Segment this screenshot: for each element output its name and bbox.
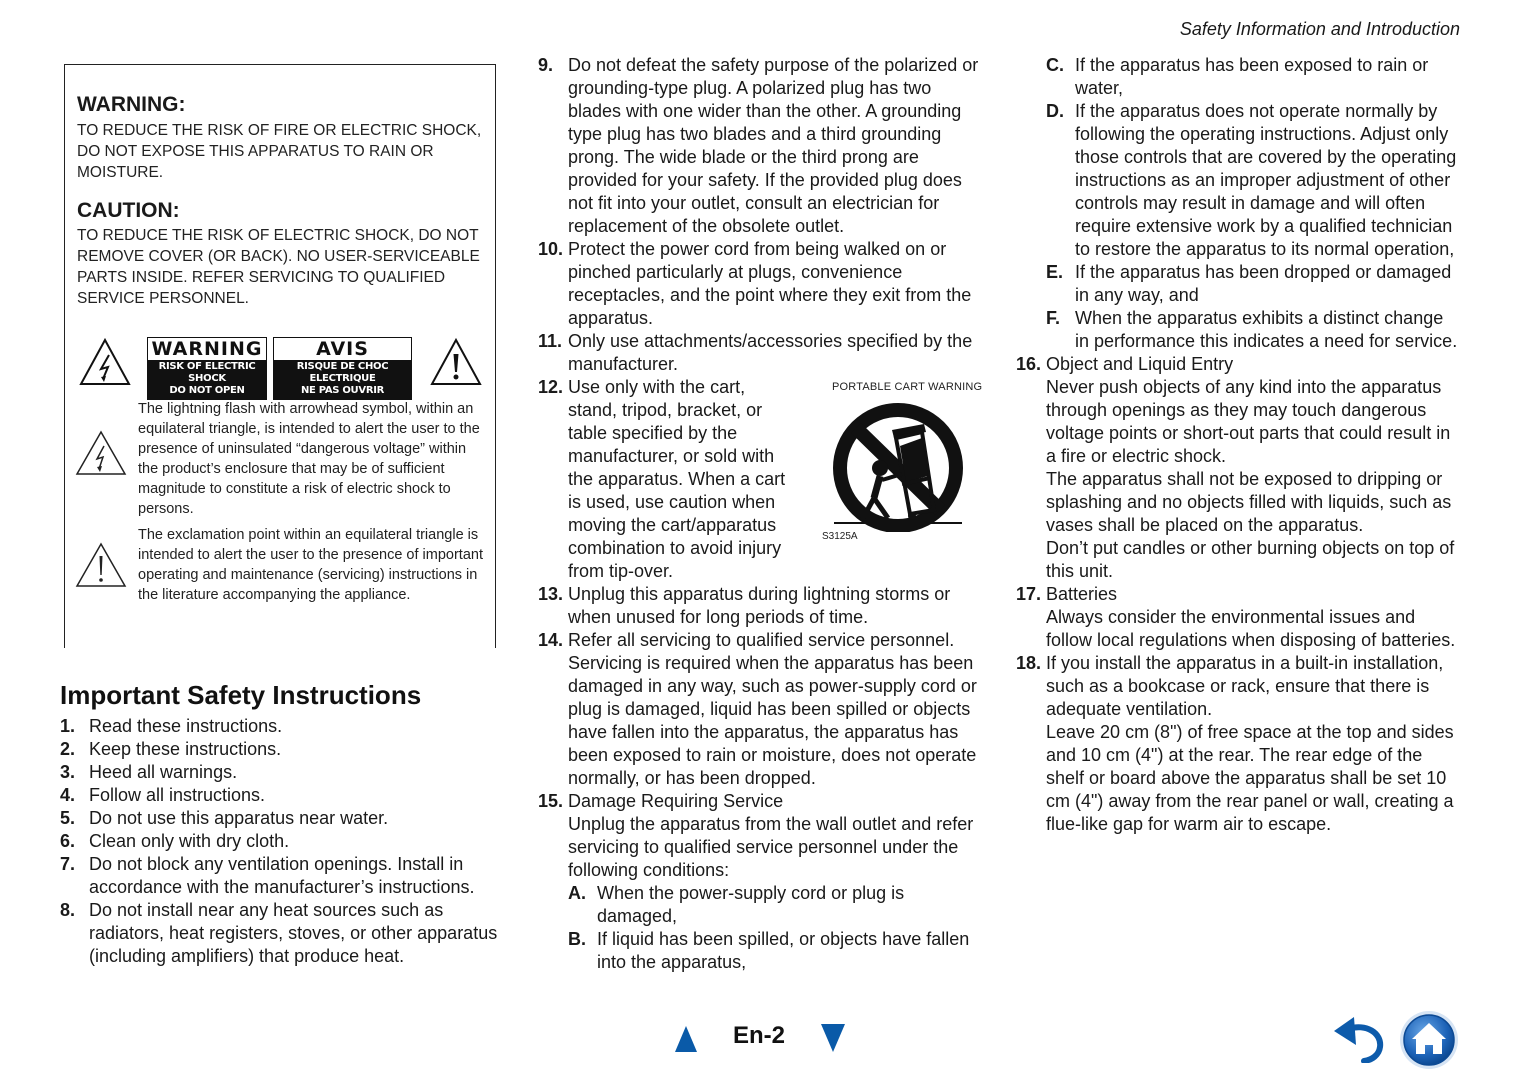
list-item: [538, 54, 983, 238]
item-number: 16.: [1016, 354, 1042, 374]
avis-label-line1: RISQUE DE CHOC ELECTRIQUE: [296, 361, 389, 384]
sub-item: [568, 928, 983, 974]
item-text: Do not use this apparatus near water.: [89, 808, 389, 828]
list-item: [60, 899, 500, 968]
sub-item-letter: F.: [1046, 308, 1061, 328]
lightning-triangle-icon: [79, 337, 131, 387]
item-number: 17.: [1016, 584, 1042, 604]
item-number: 14.: [538, 630, 564, 650]
item-text: Clean only with dry cloth.: [89, 831, 290, 851]
list-item: [1016, 583, 1461, 652]
item-text: Do not defeat the safety purpose of the polarized or grounding-type plug. A polarized plug has two blades with one wider than the other. A grounding type plug has two blades and a third grounding prong. The wide blade or the third prong are provided for your safety. If the provided plug does not fit into your outlet, consult an electrician for replacement of the obsolete outlet.: [568, 55, 979, 236]
item-number: 13.: [538, 584, 564, 604]
list-item: [538, 790, 983, 974]
list-item: [538, 629, 983, 790]
item-text: Damage Requiring Service: [568, 791, 784, 811]
item-number: 9.: [538, 55, 554, 75]
exclamation-triangle-icon: [430, 337, 482, 387]
item-text: Batteries: [1046, 584, 1118, 604]
instructions-list-col3: [1016, 54, 1461, 836]
sub-item: [1046, 261, 1461, 307]
item-number: 6.: [60, 831, 76, 851]
item-text: Do not install near any heat sources such as radiators, heat registers, stoves, or other apparatus (including amplifiers) that produce heat.: [89, 900, 498, 966]
avis-label: [273, 337, 412, 400]
item-text: Object and Liquid Entry: [1046, 354, 1234, 374]
exclamation-triangle-icon: [75, 541, 127, 589]
list-item: [1016, 652, 1461, 836]
sub-item-letter: E.: [1046, 262, 1064, 282]
list-item: [538, 238, 983, 330]
triangle-up-icon[interactable]: [674, 1025, 698, 1053]
list-item: [1016, 353, 1461, 583]
page-header-title: Safety Information and Introduction: [1179, 19, 1460, 39]
item-number: 7.: [60, 854, 76, 874]
sub-item: [568, 882, 983, 928]
section-title: Important Safety Instructions: [60, 680, 422, 710]
item-text: If you install the apparatus in a built-in installation, such as a bookcase or rack, ensure that there is adequate ventilation.: [1046, 653, 1444, 719]
list-item: [60, 830, 500, 853]
sub-item-letter: D.: [1046, 101, 1064, 121]
item-number: 4.: [60, 785, 76, 805]
warning-text: TO REDUCE THE RISK OF FIRE OR ELECTRIC SHOCK, DO NOT EXPOSE THIS APPARATUS TO RAIN OR MOISTURE.: [77, 122, 482, 181]
caution-heading: CAUTION:: [77, 199, 180, 222]
item-number: 5.: [60, 808, 76, 828]
cart-figure-code: S3125A: [822, 531, 858, 542]
list-item: [538, 330, 983, 376]
page-number: En-2: [733, 1022, 786, 1049]
home-icon[interactable]: [1398, 1010, 1460, 1070]
item-number: 18.: [1016, 653, 1042, 673]
item-text: Only use attachments/accessories specified by the manufacturer.: [568, 331, 973, 374]
warning-box: [64, 64, 496, 648]
item-text: Do not block any ventilation openings. Install in accordance with the manufacturer’s instructions.: [89, 854, 475, 897]
exclamation-description-text: The exclamation point within an equilateral triangle is intended to alert the user to the presence of important operating and maintenance (servicing) instructions in the literature accompanying the appliance.: [138, 527, 483, 603]
item-number: 8.: [60, 900, 76, 920]
warning-label-line2: DO NOT OPEN: [169, 385, 245, 396]
warning-label-line1: RISK OF ELECTRIC SHOCK: [158, 361, 256, 384]
item-text: Read these instructions.: [89, 716, 283, 736]
sub-item-text: When the apparatus exhibits a distinct change in performance this indicates a need for service.: [1075, 308, 1458, 351]
portable-cart-warning-icon: [830, 402, 966, 532]
sub-item-text: If the apparatus has been dropped or damaged in any way, and: [1075, 262, 1452, 305]
warning-label-title: WARNING: [151, 338, 263, 360]
item-detail: Never push objects of any kind into the apparatus through openings as they may touch dangerous voltage points or short-out parts that could result in a fire or electric shock.: [1046, 377, 1451, 466]
sub-item-text: If liquid has been spilled, or objects have fallen into the apparatus,: [597, 929, 970, 972]
warning-label-row: [79, 335, 484, 396]
list-item: [60, 738, 500, 761]
sub-item-letter: A.: [568, 883, 586, 903]
cart-figure-label: PORTABLE CART WARNING: [832, 381, 983, 393]
list-item: [60, 853, 500, 899]
list-item: [60, 715, 500, 738]
sub-item-text: If the apparatus has been exposed to rain or water,: [1075, 55, 1429, 98]
portable-cart-warning-figure: [812, 380, 987, 545]
item-text: Heed all warnings.: [89, 762, 238, 782]
sub-item-letter: C.: [1046, 55, 1064, 75]
caution-text: TO REDUCE THE RISK OF ELECTRIC SHOCK, DO NOT REMOVE COVER (OR BACK). NO USER-SERVICEABLE PARTS INSIDE. REFER SERVICING TO QUALIFIED SERVICE PERSONNEL.: [77, 227, 480, 307]
item-number: 3.: [60, 762, 76, 782]
triangle-down-icon[interactable]: [820, 1023, 846, 1053]
item-number: 11.: [538, 331, 563, 351]
item-detail: Leave 20 cm (8") of free space at the top and sides and 10 cm (4") at the rear. The rear edge of the shelf or board above the apparatus shall be set 10 cm (4") away from the rear panel or wall, creating a flue-like gap for warm air to escape.: [1046, 722, 1454, 834]
sub-item-text: When the power-supply cord or plug is damaged,: [597, 883, 905, 926]
list-item: [60, 807, 500, 830]
item-text: Use only with the cart, stand, tripod, bracket, or table specified by the manufacturer, or sold with the apparatus. When a cart is used, use caution when moving the cart/apparatus combination to avoid injury from tip-over.: [568, 377, 786, 581]
item-detail: Unplug the apparatus from the wall outlet and refer servicing to qualified service personnel under the following conditions:: [568, 814, 974, 880]
instructions-list-col1: [60, 715, 500, 968]
list-item: [60, 761, 500, 784]
warning-heading: WARNING:: [77, 93, 186, 116]
item-text: Refer all servicing to qualified service personnel. Servicing is required when the apparatus has been damaged in any way, such as power-supply cord or plug is damaged, liquid has been spilled or objects have fallen into the apparatus, the apparatus has been exposed to rain or moisture, does not operate normally, or has been dropped.: [568, 630, 977, 788]
list-item: [60, 784, 500, 807]
item-number: 10.: [538, 239, 564, 259]
item-detail: Always consider the environmental issues and follow local regulations when disposing of batteries.: [1046, 607, 1456, 650]
item-text: Protect the power cord from being walked on or pinched particularly at plugs, convenience receptacles, and the point where they exit from the apparatus.: [568, 239, 972, 328]
item-number: 15.: [538, 791, 564, 811]
lightning-description-text: The lightning flash with arrowhead symbol, within an equilateral triangle, is intended to alert the user to the presence of uninsulated “dangerous voltage” within the product’s enclosure that may be of sufficient magnitude to constitute a risk of electric shock to persons.: [138, 401, 480, 517]
sub-item: [1046, 100, 1461, 261]
item-text: Follow all instructions.: [89, 785, 266, 805]
list-item: [538, 583, 983, 629]
sub-item-text: If the apparatus does not operate normally by following the operating instructions. Adjust only those controls that are covered by the operating instructions as an improper adjustment of other controls may result in damage and will often require extensive work by a qualified technician to restore the apparatus to its normal operation,: [1075, 101, 1457, 259]
item-number: 12.: [538, 377, 564, 397]
sub-item: [1046, 307, 1461, 353]
item-number: 2.: [60, 739, 76, 759]
avis-label-title: AVIS: [316, 338, 369, 360]
sub-item-letter: B.: [568, 929, 586, 949]
item-text: Unplug this apparatus during lightning storms or when unused for long periods of time.: [568, 584, 951, 627]
warning-label: [147, 337, 267, 400]
back-arrow-icon[interactable]: [1332, 1015, 1386, 1063]
sub-item: [1046, 54, 1461, 100]
item-number: 1.: [60, 716, 76, 736]
avis-label-line2: NE PAS OUVRIR: [300, 385, 385, 396]
lightning-triangle-icon: [75, 429, 127, 477]
item-detail: Don’t put candles or other burning objects on top of this unit.: [1046, 538, 1455, 581]
item-text: Keep these instructions.: [89, 739, 282, 759]
page-footer: [0, 1010, 1518, 1070]
item-detail: The apparatus shall not be exposed to dripping or splashing and no objects filled with liquids, such as vases shall be placed on the apparatus.: [1046, 469, 1452, 535]
